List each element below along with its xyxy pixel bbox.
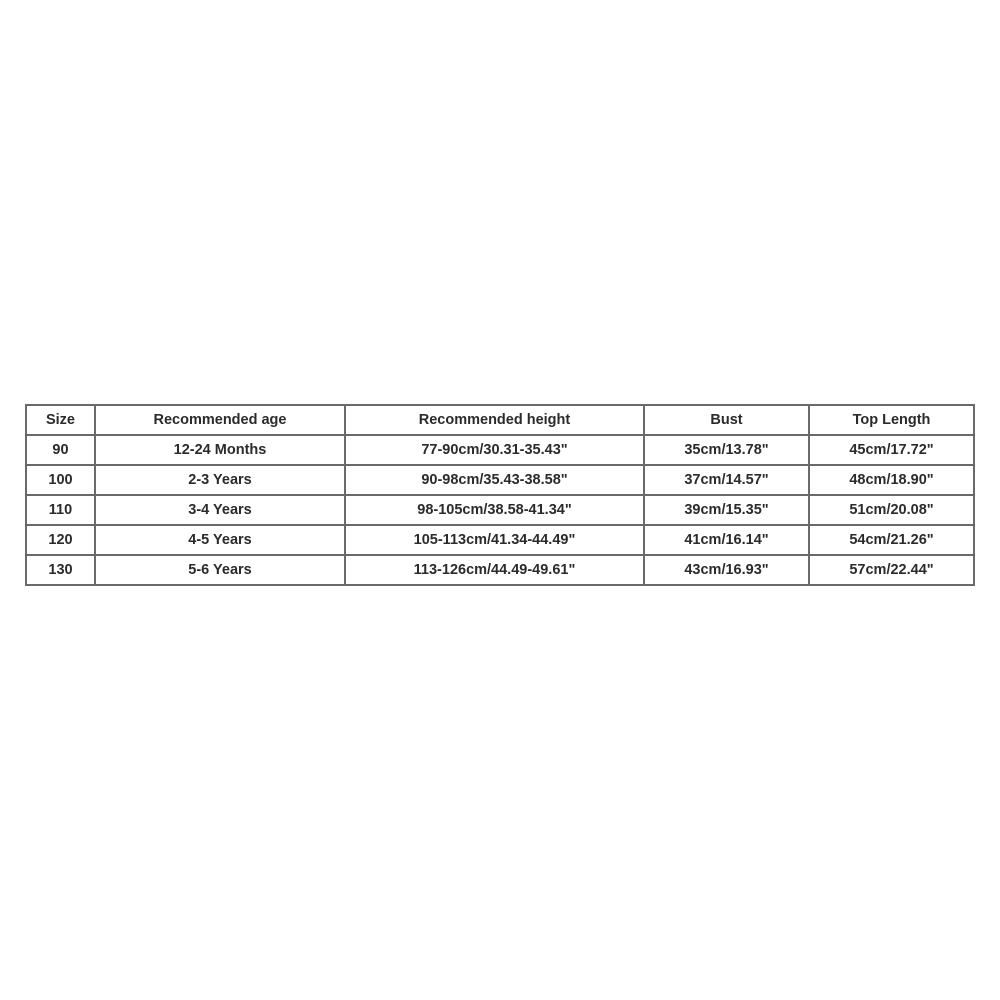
cell-top-length: 57cm/22.44": [809, 555, 974, 585]
cell-height: 98-105cm/38.58-41.34": [345, 495, 644, 525]
cell-size: 120: [26, 525, 95, 555]
table-row: [26, 525, 974, 555]
cell-top-length: 51cm/20.08": [809, 495, 974, 525]
cell-bust: 37cm/14.57": [644, 465, 809, 495]
header-top-length: Top Length: [809, 405, 974, 435]
size-chart-table: [25, 404, 975, 586]
cell-size: 100: [26, 465, 95, 495]
cell-age: 12-24 Months: [95, 435, 345, 465]
cell-top-length: 45cm/17.72": [809, 435, 974, 465]
cell-height: 113-126cm/44.49-49.61": [345, 555, 644, 585]
cell-height: 105-113cm/41.34-44.49": [345, 525, 644, 555]
cell-size: 130: [26, 555, 95, 585]
table-row: [26, 465, 974, 495]
cell-size: 90: [26, 435, 95, 465]
cell-age: 4-5 Years: [95, 525, 345, 555]
cell-top-length: 54cm/21.26": [809, 525, 974, 555]
cell-age: 5-6 Years: [95, 555, 345, 585]
header-size: Size: [26, 405, 95, 435]
cell-age: 3-4 Years: [95, 495, 345, 525]
cell-bust: 39cm/15.35": [644, 495, 809, 525]
cell-top-length: 48cm/18.90": [809, 465, 974, 495]
cell-bust: 41cm/16.14": [644, 525, 809, 555]
cell-bust: 43cm/16.93": [644, 555, 809, 585]
table-row: [26, 495, 974, 525]
cell-age: 2-3 Years: [95, 465, 345, 495]
cell-height: 77-90cm/30.31-35.43": [345, 435, 644, 465]
header-bust: Bust: [644, 405, 809, 435]
table-row: [26, 435, 974, 465]
header-recommended-age: Recommended age: [95, 405, 345, 435]
table-row: [26, 555, 974, 585]
cell-size: 110: [26, 495, 95, 525]
cell-bust: 35cm/13.78": [644, 435, 809, 465]
cell-height: 90-98cm/35.43-38.58": [345, 465, 644, 495]
table-header-row: [26, 405, 974, 435]
header-recommended-height: Recommended height: [345, 405, 644, 435]
